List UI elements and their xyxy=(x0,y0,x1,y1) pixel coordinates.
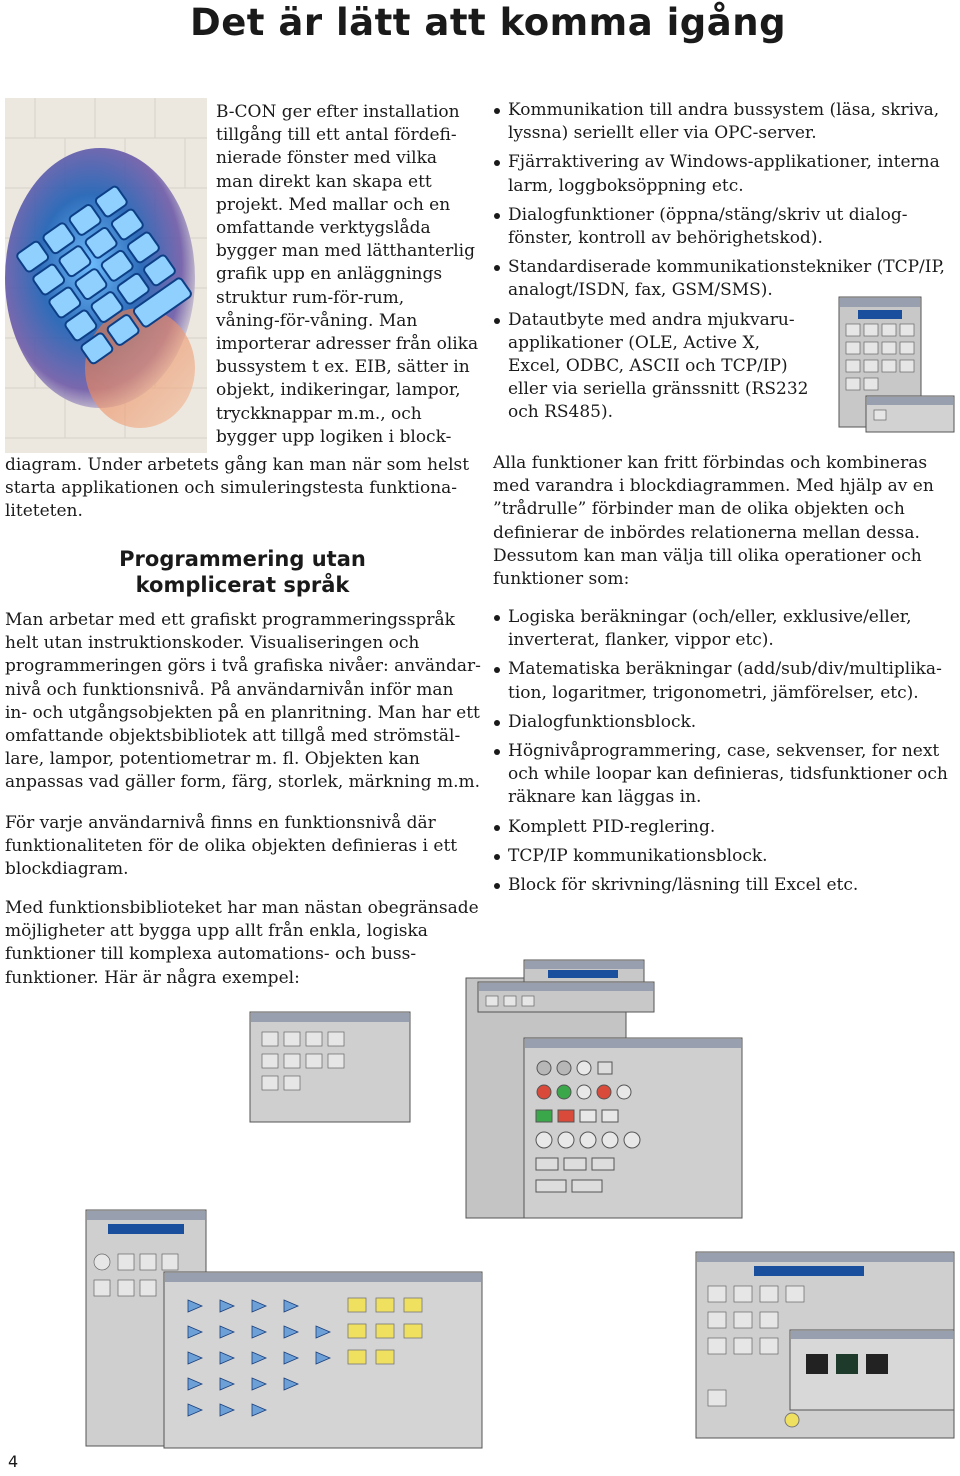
paragraph-line: möjligheter att bygga upp allt från enkla, logiska xyxy=(5,921,428,942)
bullet-line: inverterat, flanker, vippor etc). xyxy=(508,630,774,651)
function-bullet-list xyxy=(493,606,953,903)
intro-text-side xyxy=(216,101,478,449)
paragraph-line: med varandra i blockdiagrammen. Med hjälp av en xyxy=(493,476,934,497)
intro-line: tillgång till ett antal fördefi- xyxy=(216,125,457,146)
bullet-line: applikationer (OLE, Active X, xyxy=(508,332,760,353)
bullet-line: Standardiserade kommunikationstekniker (TCP/IP, xyxy=(508,257,945,278)
bullet-line: TCP/IP kommunikationsblock. xyxy=(508,845,768,866)
paragraph-line: nivå och funktionsnivå. På användarnivån inför man xyxy=(5,679,454,700)
paragraph-line: För varje användarnivå finns en funktionsnivå där xyxy=(5,813,436,833)
paragraph-line: blockdiagram. xyxy=(5,859,129,880)
bullet-item xyxy=(493,151,953,197)
paragraph-line: helt utan instruktionskoder. Visualiseringen och xyxy=(5,633,420,654)
paragraph-line: lare, lampor, potentiometrar m. fl. Objekten kan xyxy=(5,749,420,770)
bullet-line: Dialogfunktioner (öppna/stäng/skriv ut dialog- xyxy=(508,204,908,225)
section-heading-line: komplicerat språk xyxy=(135,573,350,597)
graph-window xyxy=(694,1250,956,1440)
bullet-line: Fjärraktivering av Windows-applikationer, interna xyxy=(508,152,940,173)
bullet-line: lyssna) seriellt eller via OPC-server. xyxy=(508,123,817,144)
intro-line: omfattande verktygslåda xyxy=(216,218,431,239)
function-block-windows xyxy=(84,1010,484,1450)
paragraph-line: Med funktionsbiblioteket har man nästan obegränsade xyxy=(5,898,479,918)
control-library-windows xyxy=(464,958,744,1220)
paragraph-function-level xyxy=(5,812,480,882)
bullet-line: räknare kan läggas in. xyxy=(508,787,702,808)
intro-line: grafik upp en anläggnings xyxy=(216,264,443,285)
bullet-item xyxy=(493,816,953,839)
intro-line: nierade fönster med vilka xyxy=(216,148,438,169)
bullet-line: tion, logaritmer, trigonometri, jämförelser, etc). xyxy=(508,682,919,703)
intro-line: våning-för-våning. Man xyxy=(216,310,418,331)
bullet-line: eller via seriella gränssnitt (RS232 xyxy=(508,379,809,400)
intro-line: B-CON ger efter installation xyxy=(216,102,460,122)
paragraph-line: Dessutom kan man välja till olika operationer och xyxy=(493,545,922,566)
paragraph-line: ”trådrulle” förbinder man de olika objekten och xyxy=(493,499,905,520)
paragraph-combine-functions xyxy=(493,452,953,591)
paragraph-programming xyxy=(5,609,480,795)
intro-line: man direkt kan skapa ett xyxy=(216,171,432,192)
bullet-item xyxy=(493,204,953,250)
bullet-line: Dialogfunktionsblock. xyxy=(508,711,697,732)
paragraph-line: anpassas vad gäller form, färg, storlek, märkning m.m. xyxy=(5,772,481,793)
bullet-line: fönster, kontroll av behörighetskod). xyxy=(508,228,823,249)
paragraph-line: funktioner som: xyxy=(493,569,630,590)
section-heading-line: Programmering utan xyxy=(119,547,366,571)
intro-line: diagram. Under arbetets gång kan man när som helst xyxy=(5,455,470,475)
bullet-item xyxy=(493,99,953,145)
bullet-item xyxy=(493,740,953,810)
intro-text-full xyxy=(5,454,480,524)
bullet-line: Komplett PID-reglering. xyxy=(508,816,716,837)
bullet-line: och RS485). xyxy=(508,402,614,423)
bullet-item xyxy=(493,658,953,704)
paragraph-line: funktioner till komplexa automations- och buss- xyxy=(5,944,417,965)
paragraph-line: in- och utgångsobjekten på en planritning. Man har ett xyxy=(5,702,480,723)
intro-line: struktur rum-för-rum, xyxy=(216,287,405,308)
intro-line: projekt. Med mallar och en xyxy=(216,194,451,215)
paragraph-line: funktionaliteten för de olika objekten definieras i ett xyxy=(5,836,458,857)
bullet-line: Matematiska beräkningar (add/sub/div/multiplika- xyxy=(508,659,942,680)
bullet-item xyxy=(493,845,953,868)
bullet-item xyxy=(493,711,953,734)
bullet-line: och while loopar kan definieras, tidsfunktioner och xyxy=(508,764,948,785)
intro-line: bygger upp logiken i block- xyxy=(216,426,452,447)
paragraph-function-library xyxy=(5,897,480,990)
bullet-line: Högnivåprogrammering, case, sekvenser, for next xyxy=(508,741,940,762)
paragraph-line: programmeringen görs i två grafiska nivåer: användar- xyxy=(5,656,481,677)
intro-line: objekt, indikeringar, lampor, xyxy=(216,380,461,401)
intro-line: starta applikationen och simuleringstesta funktiona- xyxy=(5,478,458,499)
intro-line: bygger man med lätthanterlig xyxy=(216,241,475,262)
bullet-line: larm, loggboksöppning etc. xyxy=(508,175,744,196)
paragraph-line: omfattande objektsbibliotek att tillgå med strömstäl- xyxy=(5,726,461,747)
intro-line: liteteten. xyxy=(5,501,83,522)
paragraph-line: Man arbetar med ett grafiskt programmeringsspråk xyxy=(5,610,455,630)
bullet-line: Block för skrivning/läsning till Excel etc. xyxy=(508,875,859,896)
bullet-line: Excel, ODBC, ASCII och TCP/IP) xyxy=(508,356,788,377)
toolbox-window-screenshot xyxy=(838,296,956,434)
page-number: 4 xyxy=(8,1452,19,1471)
bullet-line: Logiska beräkningar (och/eller, exklusive/eller, xyxy=(508,607,912,627)
bullet-item xyxy=(493,874,953,897)
intro-line: importerar adresser från olika xyxy=(216,334,479,355)
paragraph-line: funktioner. Här är några exempel: xyxy=(5,967,300,988)
paragraph-line: Alla funktioner kan fritt förbindas och kombineras xyxy=(493,453,928,473)
section-heading xyxy=(5,546,480,598)
intro-line: tryckknappar m.m., och xyxy=(216,403,422,424)
bullet-item xyxy=(493,606,953,652)
paragraph-line: definierar de inbördes relationerna mellan dessa. xyxy=(493,522,920,543)
intro-line: bussystem t ex. EIB, sätter in xyxy=(216,357,470,378)
page-title: Det är lätt att komma igång xyxy=(190,1,787,44)
bullet-line: analogt/ISDN, fax, GSM/SMS). xyxy=(508,280,773,301)
bullet-line: Kommunikation till andra bussystem (läsa, skriva, xyxy=(508,100,940,120)
bullet-line: Datautbyte med andra mjukvaru- xyxy=(508,309,795,330)
keyboard-photo xyxy=(5,98,207,453)
